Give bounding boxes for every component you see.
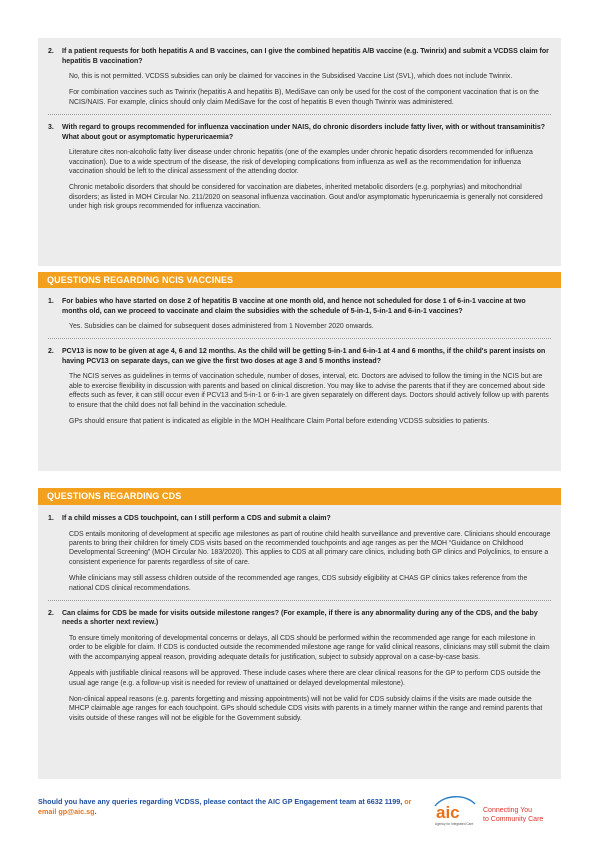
faq-panel-vcdss (38, 38, 561, 266)
answer-paragraph: Chronic metabolic disorders that should be considered for vaccination are diabetes, inherited metabolic disorders (e.g. porphyrias) and mitochondrial disorders; as listed in MOH Circular No. 211/2020 on seasonal influenza vaccination. Gout and/or asymptomatic hyperuricaemia is generally not considered under high risk groups recommended for influenza vaccination. (69, 184, 543, 211)
question-text: Can claims for CDS be made for visits outside milestone ranges? (For example, if there is any abnormality during any of the CDS, and the baby needs a shorter next review.) (62, 609, 538, 627)
question-number: 3. (48, 124, 54, 132)
footer-end: . (94, 807, 97, 816)
question-text: If a patient requests for both hepatitis A and B vaccines, can I give the combined hepatitis A/B vaccine (e.g. Twinrix) and submit a VCDSS claim for hepatitis B vaccination? (62, 48, 549, 65)
logo-text: aic (436, 803, 460, 822)
answer-paragraph: CDS entails monitoring of development at specific age milestones as part of routine child health surveillance and preventive care. Clinicians should encourage parents to bring their children for timely CDS visits based on the recommended touchpoints and age ranges as per the MOH “Guidance on Childhood Developmental Screening” (MOH Circular No. 183/2020). This applies to CDS at all primary care clinics, including both GP clinics and Polyclinics, to ensure a consistent experience for parents regardless of site of care. (69, 530, 551, 566)
divider (48, 338, 551, 339)
aic-logo (432, 794, 478, 828)
footer-contact (38, 797, 428, 817)
tagline-line-1: Connecting You (483, 807, 533, 814)
answer-paragraph: While clinicians may still assess children outside of the recommended age ranges, CDS subsidy eligibility at CHAS GP clinics takes reference from the national CDS clinical recommendations. (69, 575, 528, 592)
answer-paragraph: The NCIS serves as guidelines in terms of vaccination schedule, number of doses, interval, etc. Doctors are advised to follow the timing in the NCIS but are able to exercise flexibility in discussion with parents and based on clinical discretion. You may like to advise the parents that if they are concerned about side effects such as fever, it can still occur even if PCV13 and 5-in-1 or 6-in-1 are given separately on different days. Doctors should actively follow up with parents to ensure that the child does not fall behind in the vaccination schedule. (69, 373, 549, 409)
section-header-cds: QUESTIONS REGARDING CDS (38, 488, 561, 505)
tagline-line-2: to Community Care (483, 816, 544, 823)
answer-paragraph: Literature cites non-alcoholic fatty liver disease under chronic hepatitis (one of the examples under chronic hepatic disorders recommended for influenza vaccination). Due to a wide spectrum of the disease, the risk of developing complications from influenza as well as the recommendation for influenza vaccination should be left to the clinical assessment of the attending doctor. (69, 149, 533, 176)
divider (48, 114, 551, 115)
question-text: With regard to groups recommended for influenza vaccination under NAIS, do chronic disorders include fatty liver, with or without transaminitis? What about gout or asymptomatic hyperuricaemia? (62, 124, 545, 141)
question-number: 1. (48, 298, 54, 305)
faq-question (48, 609, 551, 628)
faq-panel-ncis (38, 288, 561, 471)
question-number: 1. (48, 515, 54, 522)
faq-question (48, 347, 551, 366)
tagline (483, 806, 543, 824)
faq-question (48, 123, 551, 142)
answer-paragraph: For combination vaccines such as Twinrix (hepatitis A and hepatitis B), MediSave can only be used for the cost of the component vaccination that is on the NCIS/NAIS. For example, clinics should only claim MediSave for the cost of hepatitis B even though Twinrix was administered. (69, 89, 539, 106)
answer-paragraph: To ensure timely monitoring of developmental concerns or delays, all CDS should be performed within the recommended age range for each milestone in order to be eligible for claim. If CDS is conducted outside the recommended milestone age range for valid clinical reasons, clinicians may still submit the claim with the accompanying appeal reason, providing adequate details for justification, subject to subsidy approval on a case-by-case basis. (69, 634, 550, 661)
faq-panel-cds (38, 505, 561, 779)
answer-paragraph: GPs should ensure that patient is indicated as eligible in the MOH Healthcare Claim Portal before extending VCDSS subsidies to patients. (69, 418, 490, 426)
question-number: 2. (48, 348, 54, 356)
footer-or-text: or email (38, 797, 412, 816)
logo-subtext: Agency for Integrated Care (435, 822, 474, 826)
answer-paragraph: Appeals with justifiable clinical reasons will be approved. These include cases where there are clear clinical reasons for the GP to perform CDS outside the usual age range (e.g. a follow-up visit is needed for review of unattained or delayed developmental milestone). (69, 670, 541, 687)
footer-contact-text: Should you have any queries regarding VCDSS, please contact the AIC GP Engagement team at 6632 1199, (38, 797, 403, 806)
answer-paragraph: Yes. Subsidies can be claimed for subsequent doses administered from 1 November 2020 onwards. (69, 323, 374, 330)
question-number: 2. (48, 609, 54, 617)
faq-question (48, 47, 551, 66)
divider (48, 600, 551, 601)
question-text: PCV13 is now to be given at age 4, 6 and 12 months. As the child will be getting 5-in-1 and 6-in-1 at 4 and 6 months, if the child's parent insists on having PCV13 on separate days, can we give the first two doses at age 3 and 5 months instead? (62, 348, 546, 365)
email-link[interactable]: gp@aic.sg (58, 807, 95, 816)
question-number: 2. (48, 48, 54, 55)
answer-paragraph: No, this is not permitted. VCDSS subsidies can only be claimed for vaccines in the Subsidised Vaccine List (SVL), which does not include Twinrix. (69, 73, 513, 80)
faq-question (48, 297, 551, 316)
faq-question (48, 514, 551, 524)
question-text: For babies who have started on dose 2 of hepatitis B vaccine at one month old, and hence not scheduled for dose 1 of 6-in-1 vaccine at two months old, can we proceed to vaccinate and claim the subsidies with the schedule of 5-in-1, 5-in-1 and 6-in-1 vaccines? (62, 298, 526, 315)
answer-paragraph: Non-clinical appeal reasons (e.g. parents forgetting and missing appointments) will not be valid for CDS subsidy claims if the visits are made outside the MHCP claimable age ranges for each touchpoint. GPs should schedule CDS visits with parents in a timely manner within the range and remind parents that visits outside of these ranges will not be eligible for the Government subsidy. (69, 695, 543, 722)
question-text: If a child misses a CDS touchpoint, can I still perform a CDS and submit a claim? (62, 515, 331, 522)
section-header-ncis: QUESTIONS REGARDING NCIS VACCINES (38, 272, 561, 289)
